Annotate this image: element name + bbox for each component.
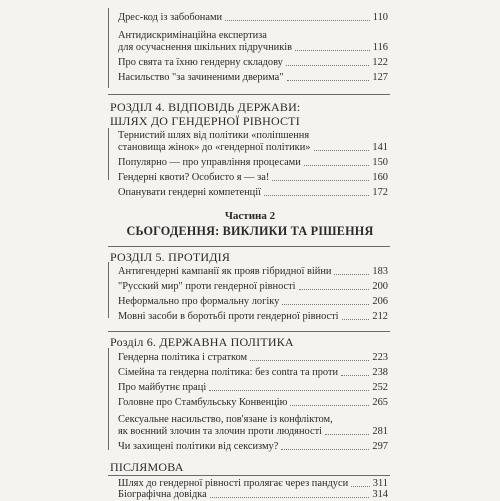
dot-leader	[286, 65, 370, 66]
toc-entry-title: Опанувати гендерні компетенції	[118, 187, 261, 198]
dot-leader	[264, 195, 369, 196]
toc-entry[interactable]	[118, 281, 388, 293]
toc-entry[interactable]	[118, 296, 388, 308]
toc-entry-page: 252	[372, 382, 388, 393]
dot-leader	[250, 360, 369, 361]
toc-entry[interactable]	[118, 489, 388, 501]
toc-entry-page: 281	[372, 426, 388, 437]
toc-entry-title: як воєнний злочин та злочин проти людяності	[118, 426, 323, 437]
chapter-underline	[108, 331, 390, 332]
dot-leader	[281, 449, 369, 450]
toc-entry-page: 127	[372, 72, 388, 83]
toc-entry[interactable]	[118, 441, 388, 453]
toc-entry[interactable]	[118, 12, 388, 24]
toc-entry[interactable]	[118, 172, 388, 184]
toc-entry-title-line1: Антидискримінаційна експертиза	[118, 30, 267, 41]
toc-entry[interactable]	[118, 382, 388, 394]
toc-entry[interactable]	[118, 266, 388, 278]
toc-entry-title: Чи захищені політики від сексизму?	[118, 441, 279, 452]
toc-entry-page: 238	[372, 367, 388, 378]
toc-entry[interactable]	[118, 187, 388, 199]
toc-entry[interactable]	[118, 142, 388, 154]
toc-entry-title: Біографічна довідка	[118, 489, 207, 500]
toc-entry-page: 141	[372, 142, 388, 153]
toc-entry-page: 122	[372, 57, 388, 68]
toc-entry-page: 150	[372, 157, 388, 168]
toc-entry-page: 183	[372, 266, 388, 277]
toc-entry[interactable]	[118, 42, 388, 54]
chapter-title[interactable]: РОЗДІЛ 5. ПРОТИДІЯ	[110, 250, 231, 264]
toc-entry-page: 172	[372, 187, 388, 198]
chapter-title[interactable]: ПІСЛЯМОВА	[110, 460, 184, 474]
toc-entry-title: для осучаснення шкільних підручників	[118, 42, 293, 53]
toc-entry-title: Популярно — про управління процесами	[118, 157, 301, 168]
toc-entry-title: Насильство "за зачиненими дверима"	[118, 72, 284, 83]
dot-leader	[334, 274, 369, 275]
dot-leader	[209, 390, 369, 391]
dot-leader	[341, 375, 369, 376]
toc-entry[interactable]	[118, 311, 388, 323]
part-title: СЬОГОДЕННЯ: ВИКЛИКИ ТА РІШЕННЯ	[126, 224, 374, 238]
chapter-title[interactable]: Розділ 6. ДЕРЖАВНА ПОЛІТИКА	[110, 335, 294, 349]
dot-leader	[304, 165, 370, 166]
toc-entry-page: 200	[372, 281, 388, 292]
toc-entry-title: Про свята та їхню гендерну складову	[118, 57, 283, 68]
toc-entry-title: Про майбутнє праці	[118, 382, 207, 393]
toc-entry-page: 311	[372, 478, 388, 489]
dot-leader	[272, 180, 369, 181]
toc-entry-page: 206	[372, 296, 388, 307]
toc-entry-title: Неформально про формальну логіку	[118, 296, 280, 307]
toc-entry[interactable]	[118, 352, 388, 364]
section-bracket-line	[108, 8, 109, 88]
toc-entry-title: Головне про Стамбульську Конвенцію	[118, 397, 288, 408]
dot-leader	[290, 405, 369, 406]
toc-entry[interactable]	[118, 426, 388, 438]
toc-entry-title: Гендерна політика і стратком	[118, 352, 248, 363]
toc-entry-page: 110	[372, 12, 388, 23]
toc-entry[interactable]	[118, 397, 388, 409]
dot-leader	[282, 304, 369, 305]
chapter-title[interactable]: РОЗДІЛ 4. ВІДПОВІДЬ ДЕРЖАВИ:	[110, 100, 301, 114]
toc-entry-page: 223	[372, 352, 388, 363]
toc-entry-page: 212	[372, 311, 388, 322]
chapter-underline	[108, 246, 390, 247]
toc-entry-page: 265	[372, 397, 388, 408]
toc-entry[interactable]	[118, 367, 388, 379]
toc-entry-title: Сімейна та гендерна політика: без contra та проти	[118, 367, 339, 378]
toc-entry-page: 297	[372, 441, 388, 452]
dot-leader	[295, 50, 370, 51]
dot-leader	[287, 80, 370, 81]
toc-entry[interactable]	[118, 57, 388, 69]
toc-entry-title: Мовні засоби в боротьбі проти гендерної рівності	[118, 311, 339, 322]
dot-leader	[314, 150, 370, 151]
toc-entry-title-line1: Тернистий шлях від політики «поліпшення	[118, 130, 310, 141]
dot-leader	[299, 289, 370, 290]
chapter-subtitle: ШЛЯХ ДО ГЕНДЕРНОЇ РІВНОСТІ	[110, 114, 300, 128]
dot-leader	[342, 319, 370, 320]
toc-entry-title: "Русский мир" проти гендерної рівності	[118, 281, 296, 292]
dot-leader	[351, 486, 370, 487]
toc-entry-page: 160	[372, 172, 388, 183]
toc-entry-title: Антигендерні кампанії як прояв гібридної війни	[118, 266, 332, 277]
section-bracket-line	[108, 348, 109, 450]
toc-entry-title: Гендерні квоти? Особисто я — за!	[118, 172, 270, 183]
chapter-underline	[108, 94, 390, 95]
toc-entry-title: Шлях до гендерної рівності пролягає через пандуси	[118, 478, 349, 489]
toc-entry[interactable]	[118, 72, 388, 84]
toc-entry-title: Дрес-код із забобонами	[118, 12, 223, 23]
section-bracket-line	[108, 262, 109, 318]
dot-leader	[210, 497, 370, 498]
dot-leader	[325, 434, 369, 435]
chapter-underline	[108, 475, 390, 476]
toc-entry-title-line1: Сексуальне насильство, пов'язане із конфліктом,	[118, 414, 333, 425]
dot-leader	[225, 20, 370, 21]
toc-entry-page: 314	[372, 489, 388, 500]
part-label: Частина 2	[224, 210, 276, 222]
toc-entry-page: 116	[372, 42, 388, 53]
toc-entry-title: становища жінок» до «гендерної політики»	[118, 142, 311, 153]
toc-entry[interactable]	[118, 157, 388, 169]
section-bracket-line	[108, 128, 109, 180]
